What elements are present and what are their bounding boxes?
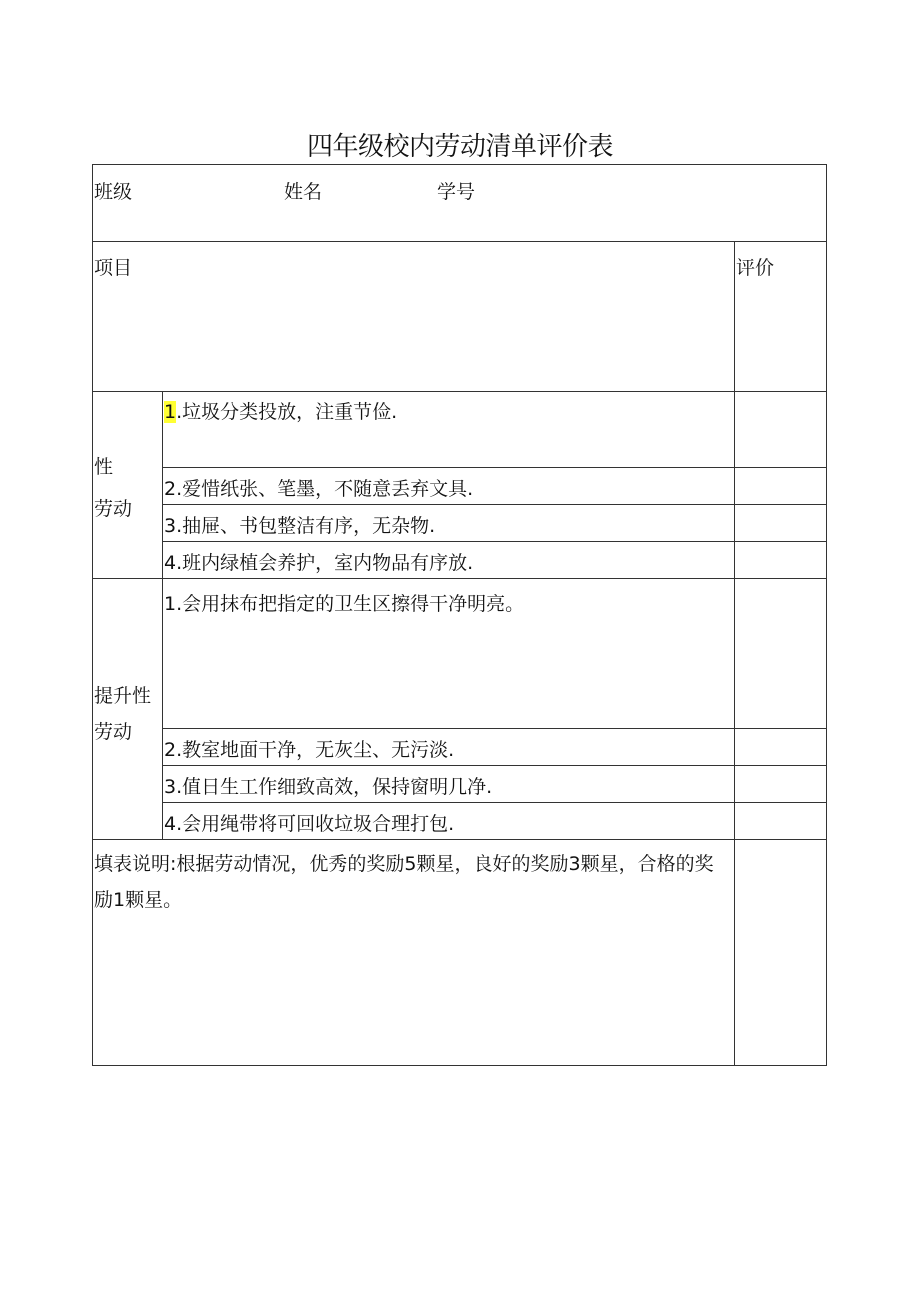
table-rule [162, 467, 827, 468]
table-border-left [92, 164, 93, 1066]
table-rule [92, 241, 827, 242]
page-title: 四年级校内劳动清单评价表 [306, 132, 613, 162]
section-label: 劳动 [94, 721, 133, 743]
highlighted-number: 1 [164, 401, 177, 423]
category-column-divider [162, 391, 163, 839]
table-rule [92, 578, 827, 579]
table-border-bottom [92, 1065, 827, 1066]
class-label: 班级 [94, 181, 133, 203]
item-column-header: 项目 [94, 257, 133, 279]
table-rule [162, 504, 827, 505]
section-label: 提升性 [94, 685, 152, 707]
list-item-text: .垃圾分类投放，注重节俭. [176, 401, 398, 423]
eval-column-divider [734, 241, 735, 1066]
section-label: 劳动 [94, 498, 133, 520]
student-no-label: 学号 [437, 181, 476, 203]
list-item: 1.会用抹布把指定的卫生区擦得干净明亮。 [164, 593, 525, 615]
table-border-right [826, 164, 827, 1066]
table-rule [162, 728, 827, 729]
name-label: 姓名 [284, 181, 323, 203]
list-item: 2.爱惜纸张、笔墨，不随意丢弃文具. [164, 478, 474, 500]
list-item: 4.班内绿植会养护，室内物品有序放. [164, 552, 474, 574]
section-label: 性 [94, 456, 114, 478]
fill-instructions: 填表说明:根据劳动情况，优秀的奖励5颗星，良好的奖励3颗星，合格的奖励1颗星。 [94, 853, 714, 911]
eval-column-header: 评价 [736, 257, 775, 279]
list-item: 2.教室地面干净，无灰尘、无污淡. [164, 739, 455, 761]
table-rule [162, 541, 827, 542]
table-rule [162, 802, 827, 803]
table-rule [92, 391, 827, 392]
list-item [164, 400, 397, 424]
table-rule [92, 839, 827, 840]
list-item: 3.抽屉、书包整洁有序，无杂物. [164, 515, 436, 537]
list-item: 3.值日生工作细致高效，保持窗明几净. [164, 776, 493, 798]
table-rule [162, 765, 827, 766]
table-border-top [92, 164, 827, 165]
list-item: 4.会用绳带将可回收垃圾合理打包. [164, 813, 455, 835]
